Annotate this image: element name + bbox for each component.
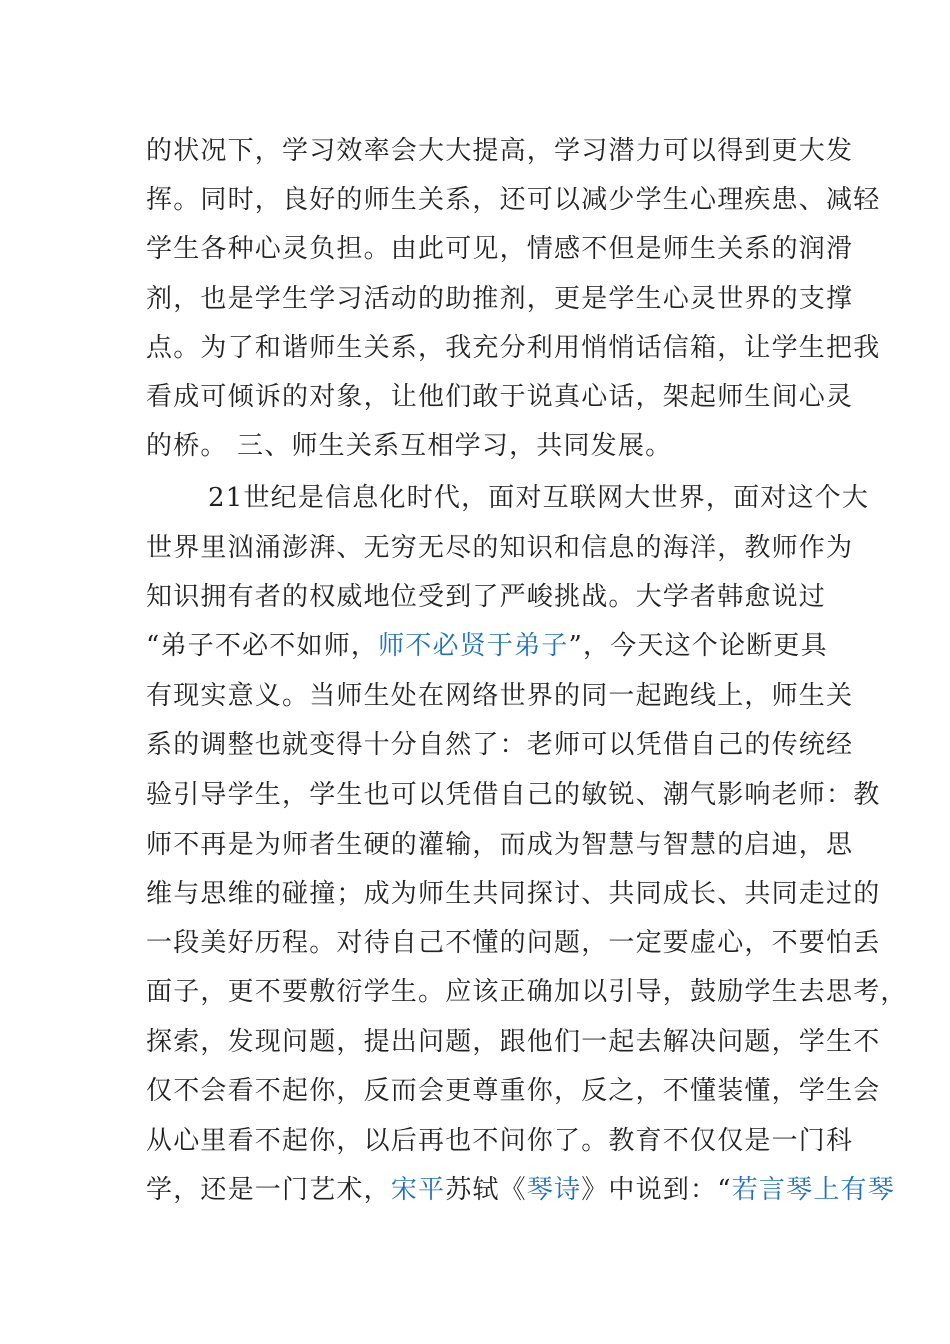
text-line bbox=[146, 377, 853, 417]
text-line bbox=[146, 180, 880, 220]
text-span: 一段美好历程。对待自己不懂的问题，一定要虚心，不要怕丢 bbox=[146, 928, 881, 958]
text-span: 面子，更不要敷衍学生。应该正确加以引导，鼓励学生去思考， bbox=[146, 977, 908, 1007]
text-line bbox=[146, 676, 853, 716]
text-line bbox=[146, 775, 880, 815]
text-line bbox=[146, 229, 853, 269]
text-line bbox=[146, 1121, 853, 1161]
text-span: 有现实意义。当师生处在网络世界的同一起跑线上，师生关 bbox=[146, 681, 854, 711]
hyperlink[interactable]: 师不必贤于弟子 bbox=[378, 631, 569, 661]
text-span: 点。为了和谐师生关系，我充分利用悄悄话信箱，让学生把我 bbox=[146, 333, 881, 363]
text-span: 的桥。 三、师生关系互相学习，共同发展。 bbox=[146, 431, 673, 461]
text-line bbox=[146, 725, 853, 765]
text-line bbox=[146, 577, 826, 617]
text-span: 学生各种心灵负担。由此可见，情感不但是师生关系的润滑 bbox=[146, 234, 854, 264]
text-span: 挥。同时，良好的师生关系，还可以减少学生心理疾患、减轻 bbox=[146, 185, 881, 215]
text-line bbox=[146, 972, 908, 1012]
text-span: 师不再是为师者生硬的灌输，而成为智慧与智慧的启迪，思 bbox=[146, 830, 854, 860]
text-span: 从心里看不起你，以后再也不问你了。教育不仅仅是一门科 bbox=[146, 1126, 854, 1156]
text-span: 21世纪是信息化时代，面对互联网大世界，面对这个大 bbox=[208, 483, 870, 513]
text-line bbox=[146, 923, 880, 963]
text-line bbox=[146, 1022, 880, 1062]
text-span: 系的调整也就变得十分自然了：老师可以凭借自己的传统经 bbox=[146, 730, 854, 760]
text-span: 剂，也是学生学习活动的助推剂，更是学生心灵世界的支撑 bbox=[146, 284, 854, 314]
text-line bbox=[146, 279, 853, 319]
text-line bbox=[146, 626, 828, 666]
hyperlink[interactable]: 宋平 bbox=[390, 1175, 446, 1205]
text-span: ”，今天这个论断更具 bbox=[568, 631, 828, 661]
text-line bbox=[146, 874, 880, 914]
text-span: 学，还是一门艺术， bbox=[146, 1175, 391, 1205]
text-span: 探索，发现问题，提出问题，跟他们一起去解决问题，学生不 bbox=[146, 1027, 881, 1057]
hyperlink[interactable]: 若言琴上有琴 bbox=[731, 1175, 895, 1205]
text-line bbox=[146, 1170, 895, 1210]
text-span: “弟子不必不如师， bbox=[146, 631, 379, 661]
text-span: 仅不会看不起你，反而会更尊重你，反之，不懂装懂，学生会 bbox=[146, 1076, 881, 1106]
text-line bbox=[146, 528, 853, 568]
text-span: 》中说到：“ bbox=[581, 1175, 732, 1205]
text-line bbox=[146, 825, 853, 865]
text-span: 知识拥有者的权威地位受到了严峻挑战。大学者韩愈说过 bbox=[146, 582, 827, 612]
text-span: 维与思维的碰撞；成为师生共同探讨、共同成长、共同走过的 bbox=[146, 879, 881, 909]
text-line bbox=[146, 131, 853, 171]
text-span: 验引导学生，学生也可以凭借自己的敏锐、潮气影响老师：教 bbox=[146, 780, 881, 810]
text-line bbox=[146, 426, 672, 466]
text-line bbox=[146, 1071, 880, 1111]
hyperlink[interactable]: 琴诗 bbox=[526, 1175, 582, 1205]
text-line bbox=[146, 328, 880, 368]
text-span: 苏轼《 bbox=[445, 1175, 527, 1205]
paragraph-first-line bbox=[208, 478, 869, 518]
text-span: 看成可倾诉的对象，让他们敢于说真心话，架起师生间心灵 bbox=[146, 382, 854, 412]
text-span: 的状况下，学习效率会大大提高，学习潜力可以得到更大发 bbox=[146, 136, 854, 166]
text-span: 世界里汹涌澎湃、无穷无尽的知识和信息的海洋，教师作为 bbox=[146, 533, 854, 563]
